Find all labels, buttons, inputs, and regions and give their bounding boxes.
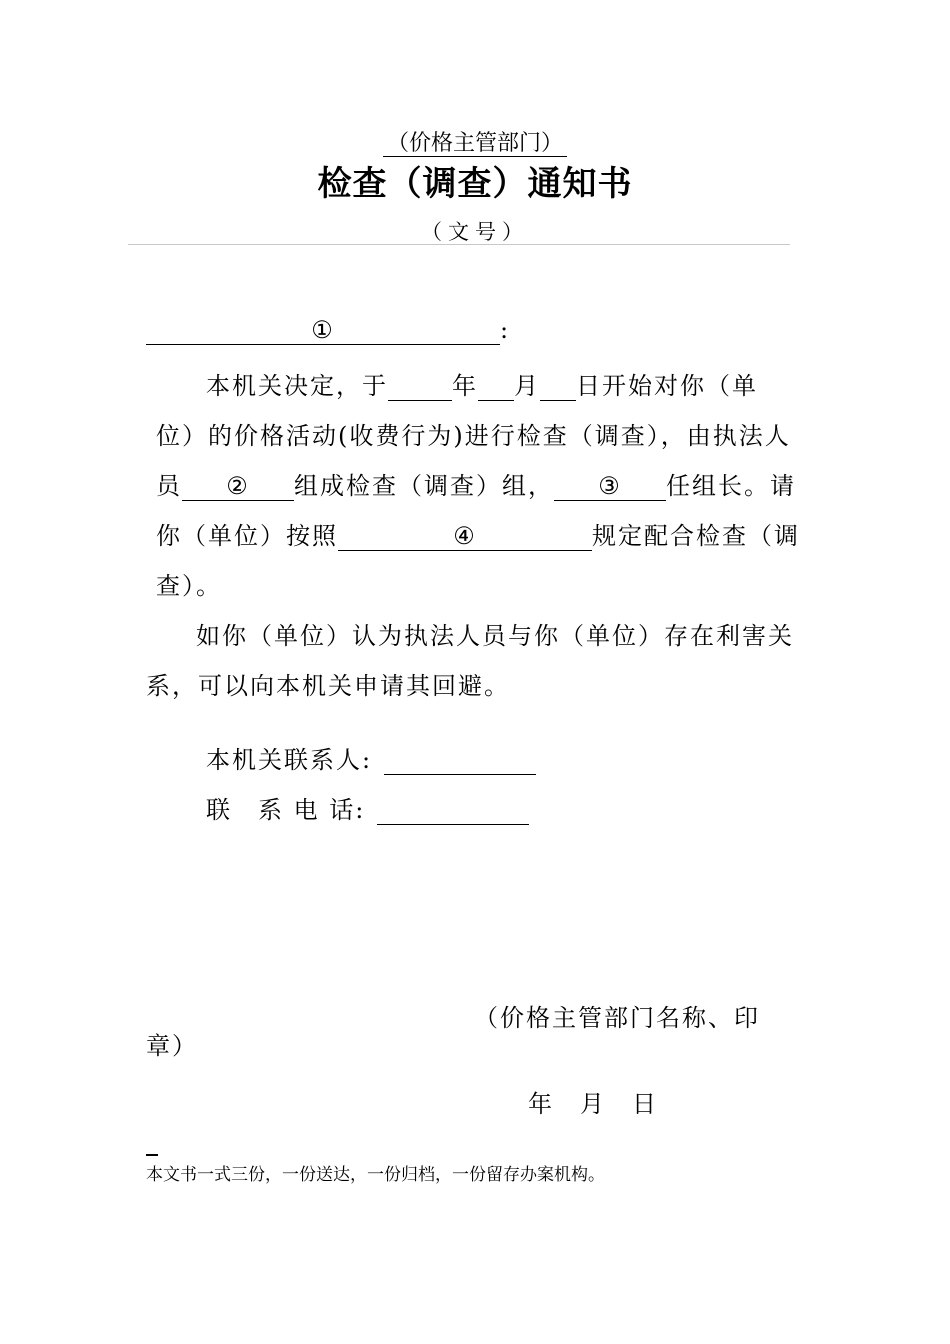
contact-person-blank xyxy=(384,746,536,775)
year-blank xyxy=(388,372,452,401)
signature-date: 年 月 日 xyxy=(528,1090,658,1118)
paragraph1-line5: 查）。 xyxy=(156,572,222,600)
contact-phone-row xyxy=(206,790,529,825)
recipient-line xyxy=(146,316,510,345)
recipient-blank: ① xyxy=(146,316,500,345)
footnote-separator xyxy=(146,1154,158,1156)
contact-person-label: 本机关联系人: xyxy=(206,746,373,774)
document-title: 检查（调查）通知书 xyxy=(317,164,633,204)
paragraph1-line3: 员 ② 组成检查（调查）组， ③ 任组长。请 xyxy=(156,472,796,500)
header-divider xyxy=(128,244,790,245)
inspectors-blank: ② xyxy=(182,472,294,501)
contact-person-row xyxy=(206,740,536,775)
paragraph1-line2: 位）的价格活动(收费行为)进行检查（调查），由执法人 xyxy=(156,422,791,450)
recipient-colon: : xyxy=(500,316,511,344)
footnote-text: 本文书一式三份，一份送达，一份归档，一份留存办案机构。 xyxy=(146,1165,605,1185)
contact-phone-blank xyxy=(377,796,529,825)
paragraph1-line1: 本机关决定，于 年 月 日开始对你（单 xyxy=(206,372,758,400)
contact-phone-label: 联 系 电 话: xyxy=(206,796,366,824)
paragraph2-line1: 如你（单位）认为执法人员与你（单位）存在利害关 xyxy=(196,622,794,650)
department-heading: （价格主管部门） xyxy=(0,126,950,157)
signature-line2: 章） xyxy=(146,1032,198,1060)
paragraph1-line4: 你（单位）按照 ④ 规定配合检查（调 xyxy=(156,522,800,550)
document-number: （文号） xyxy=(421,220,529,244)
month-blank xyxy=(478,372,514,401)
regulation-blank: ④ xyxy=(338,522,592,551)
paragraph2-line2: 系，可以向本机关申请其回避。 xyxy=(146,672,510,700)
leader-blank: ③ xyxy=(554,472,666,501)
signature-line1: （价格主管部门名称、印 xyxy=(474,1004,760,1032)
day-blank xyxy=(540,372,576,401)
